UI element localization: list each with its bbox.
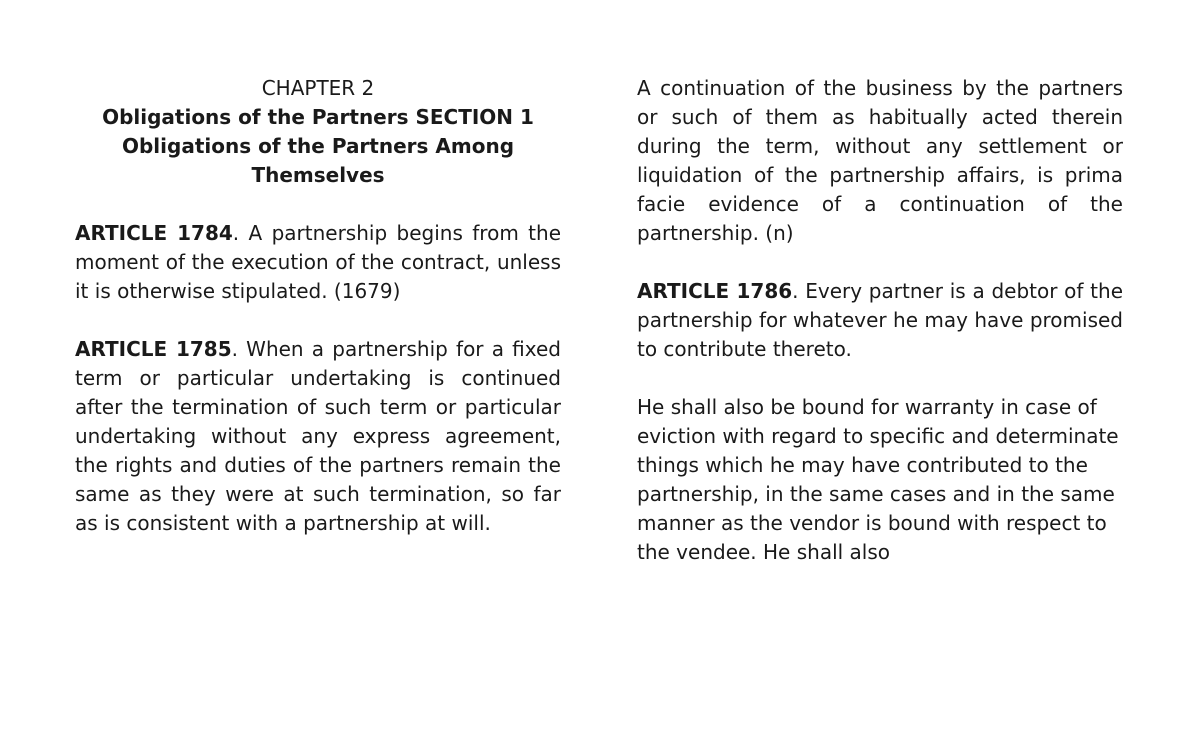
article-1786-text: . Every partner is a debtor of the partnership for whatever he may have promised to contribute thereto. xyxy=(637,279,1123,361)
continuation-paragraph: A continuation of the business by the partners or such of them as habitually acted therein during the term, without any settlement or liquidation of the partnership affairs, is prima facie evidence of a continuation of the partnership. (n) xyxy=(637,76,1123,245)
warranty-paragraph: He shall also be bound for warranty in case of eviction with regard to specific and determinate things which he may have contributed to the partnership, in the same cases and in the same manner as the vendor is bound with respect to the vendee. He shall also xyxy=(637,395,1119,564)
right-column xyxy=(637,74,1123,596)
subsection-title: Obligations of the Partners Among Themselves xyxy=(121,134,515,187)
chapter-heading xyxy=(75,74,561,190)
article-1784-paragraph xyxy=(75,219,561,306)
article-1786-paragraph xyxy=(637,277,1123,364)
article-1785-paragraph xyxy=(75,335,561,538)
section-title: Obligations of the Partners SECTION 1 xyxy=(102,105,534,129)
article-1786-label: ARTICLE 1786 xyxy=(637,279,793,303)
chapter-title: CHAPTER 2 xyxy=(261,76,375,100)
article-1784-label: ARTICLE 1784 xyxy=(75,221,233,245)
article-1785-label: ARTICLE 1785 xyxy=(75,337,232,361)
article-1785-text: . When a partnership for a fixed term or particular undertaking is continued after the termination of such term or particular undertaking without any express agreement, the rights and duties of the partners remain the same as they were at such termination, so far as is consistent with a partnership at will. xyxy=(75,337,561,535)
article-1784-text: . A partnership begins from the moment of the execution of the contract, unless it is otherwise stipulated. (1679) xyxy=(75,221,561,303)
left-column xyxy=(75,74,561,567)
